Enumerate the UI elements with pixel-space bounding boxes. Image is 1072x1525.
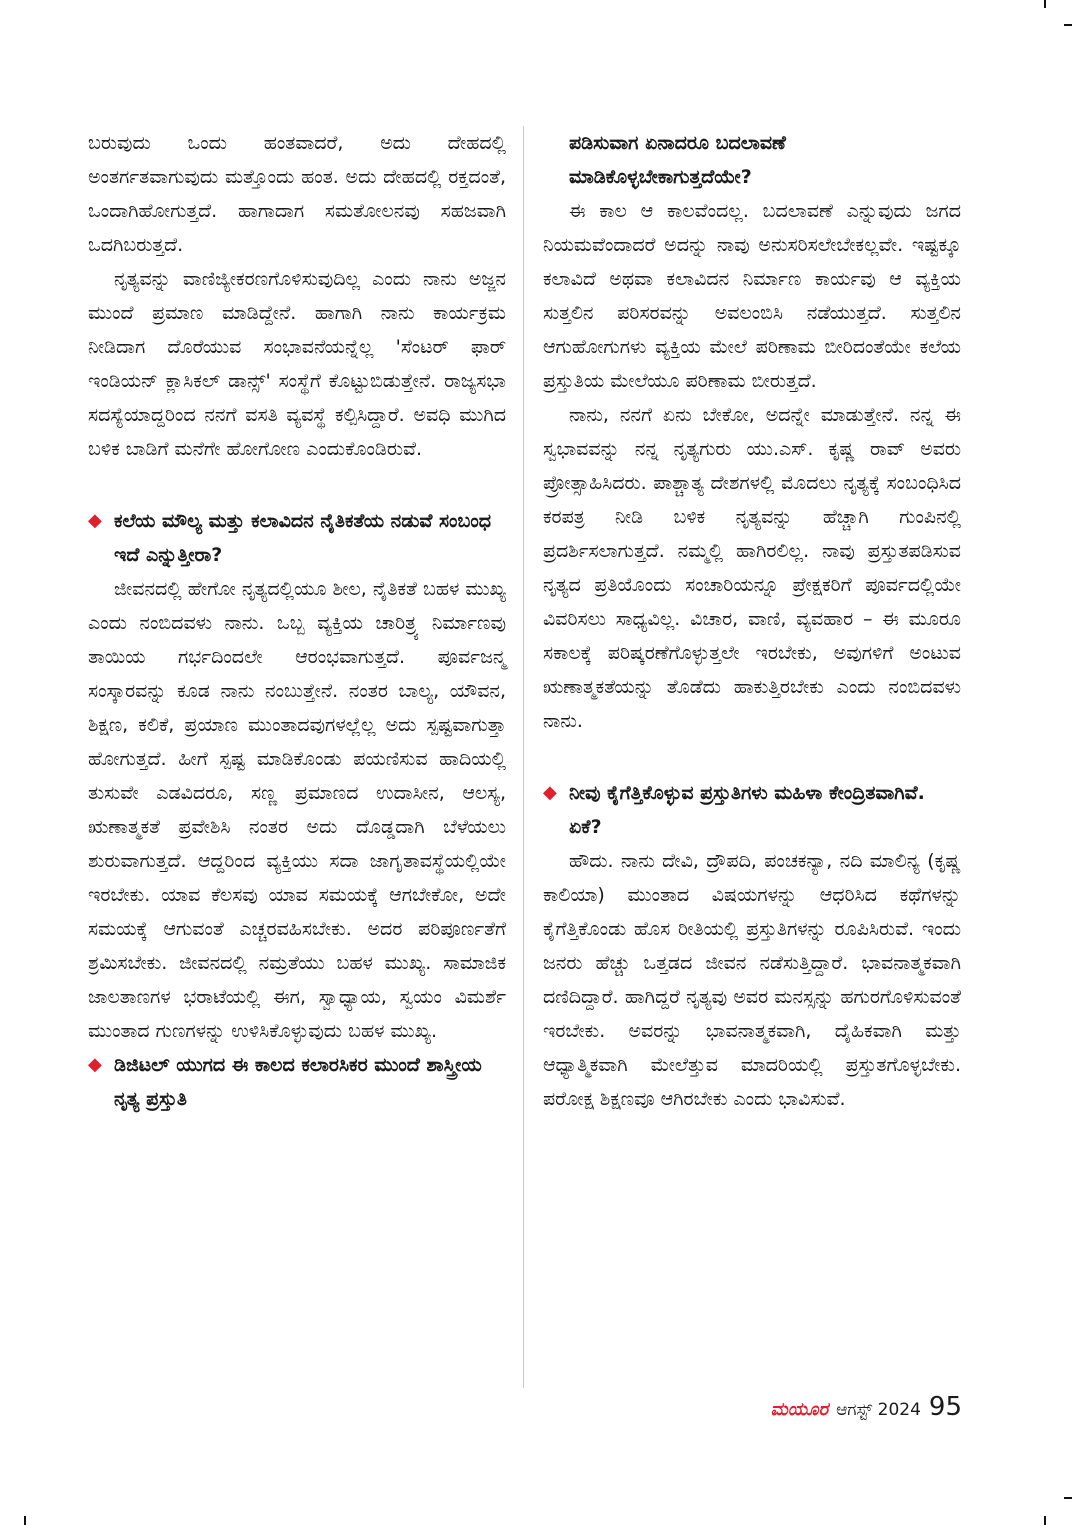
- diamond-bullet-icon: ◆: [88, 1054, 102, 1075]
- crop-mark: [1044, 0, 1046, 8]
- paragraph: ಬರುವುದು ಒಂದು ಹಂತವಾದರೆ, ಅದು ದೇಹದಲ್ಲಿ ಅಂತರ್ಗತವಾಗುವುದು ಮತ್ತೊಂದು ಹಂತ. ಅದು ದೇಹದಲ್ಲಿ ರಕ್ತದಂತೆ, ಒಂದಾಗಿಹೋಗುತ್ತದೆ. ಹಾಗಾದಾಗ ಸಮತೋಲನವು ಸಹಜವಾಗಿ ಒದಗಿಬರುತ್ತದೆ.: [88, 132, 506, 256]
- question-heading: [88, 1048, 506, 1116]
- issue-date: ಆಗಸ್ಟ್ 2024: [836, 1400, 921, 1420]
- paragraph: ಹೌದು. ನಾನು ದೇವಿ, ದ್ರೌಪದಿ, ಪಂಚಕನ್ಯಾ, ನದಿ ಮಾಲಿನ್ಯ (ಕೃಷ್ಣ ಕಾಲಿಯಾ) ಮುಂತಾದ ವಿಷಯಗಳನ್ನು ಆಧರಿಸಿದ ಕಥೆಗಳನ್ನು ಕೈಗೆತ್ತಿಕೊಂಡು ಹೊಸ ರೀತಿಯಲ್ಲಿ ಪ್ರಸ್ತುತಿಗಳನ್ನು ರೂಪಿಸಿರುವೆ. ಇಂದು ಜನರು ಹೆಚ್ಚು ಒತ್ತಡದ ಜೀವನ ನಡೆಸುತ್ತಿದ್ದಾರೆ. ಭಾವನಾತ್ಮಕವಾಗಿ ದಣಿದಿದ್ದಾರೆ. ಹಾಗಿದ್ದರೆ ನೃತ್ಯವು ಅವರ ಮನಸ್ಸನ್ನು ಹಗುರಗೊಳಿಸುವಂತೆ ಇರಬೇಕು. ಅವರನ್ನು ಭಾವನಾತ್ಮಕವಾಗಿ, ದೈಹಿಕವಾಗಿ ಮತ್ತು ಆಧ್ಯಾತ್ಮಿಕವಾಗಿ ಮೇಲೆತ್ತುವ ಮಾದರಿಯಲ್ಲಿ ಪ್ರಸ್ತುತಗೊಳ್ಳಬೇಕು. ಪರೋಕ್ಷ ಶಿಕ್ಷಣವೂ ಆಗಿರಬೇಕು ಎಂದು ಭಾವಿಸುವೆ.: [543, 850, 961, 1110]
- diamond-bullet-icon: ◆: [88, 510, 102, 531]
- page-number: 95: [928, 1392, 962, 1422]
- question-heading: [543, 776, 961, 844]
- crop-mark: [1064, 1497, 1072, 1499]
- question-text: ಪಡಿಸುವಾಗ ಏನಾದರೂ ಬದಲಾವಣೆ ಮಾಡಿಕೊಳ್ಳಬೇಕಾಗುತ್ತದೆಯೇ?: [569, 132, 786, 188]
- crop-mark: [24, 1516, 26, 1525]
- paragraph: ಈ ಕಾಲ ಆ ಕಾಲವೆಂದಲ್ಲ. ಬದಲಾವಣೆ ಎನ್ನುವುದು ಜಗದ ನಿಯಮವೆಂದಾದರೆ ಅದನ್ನು ನಾವು ಅನುಸರಿಸಲೇಬೇಕಲ್ಲವೇ. ಇಷ್ಟಕ್ಕೂ ಕಲಾವಿದೆ ಅಥವಾ ಕಲಾವಿದನ ನಿರ್ಮಾಣ ಕಾರ್ಯವು ಆ ವ್ಯಕ್ತಿಯ ಸುತ್ತಲಿನ ಪರಿಸರವನ್ನು ಅವಲಂಬಿಸಿ ನಡೆಯುತ್ತದೆ. ಸುತ್ತಲಿನ ಆಗುಹೋಗುಗಳು ವ್ಯಕ್ತಿಯ ಮೇಲೆ ಪರಿಣಾಮ ಬೀರಿದಂತೆಯೇ ಕಲೆಯ ಪ್ರಸ್ತುತಿಯ ಮೇಲೆಯೂ ಪರಿಣಾಮ ಬೀರುತ್ತದೆ.: [543, 200, 961, 392]
- question-heading-continued: [543, 126, 961, 194]
- right-column: [543, 126, 961, 1116]
- paragraph: ಜೀವನದಲ್ಲಿ ಹೇಗೋ ನೃತ್ಯದಲ್ಲಿಯೂ ಶೀಲ, ನೈತಿಕತೆ ಬಹಳ ಮುಖ್ಯ ಎಂದು ನಂಬಿದವಳು ನಾನು. ಒಬ್ಬ ವ್ಯಕ್ತಿಯ ಚಾರಿತ್ರ್ಯ ನಿರ್ಮಾಣವು ತಾಯಿಯ ಗರ್ಭದಿಂದಲೇ ಆರಂಭವಾಗುತ್ತದೆ. ಪೂರ್ವಜನ್ಮ ಸಂಸ್ಕಾರವನ್ನು ಕೂಡ ನಾನು ನಂಬುತ್ತೇನೆ. ನಂತರ ಬಾಲ್ಯ, ಯೌವನ, ಶಿಕ್ಷಣ, ಕಲಿಕೆ, ಪ್ರಯಾಣ ಮುಂತಾದವುಗಳಲ್ಲೆಲ್ಲ ಅದು ಸ್ಪಷ್ಟವಾಗುತ್ತಾ ಹೋಗುತ್ತದೆ. ಹೀಗೆ ಸ್ಪಷ್ಟ ಮಾಡಿಕೊಂಡು ಪಯಣಿಸುವ ಹಾದಿಯಲ್ಲಿ ತುಸುವೇ ಎಡವಿದರೂ, ಸಣ್ಣ ಪ್ರಮಾಣದ ಉದಾಸೀನ, ಆಲಸ್ಯ, ಋಣಾತ್ಮಕತೆ ಪ್ರವೇಶಿಸಿ ನಂತರ ಅದು ದೊಡ್ಡದಾಗಿ ಬೆಳೆಯಲು ಶುರುವಾಗುತ್ತದೆ. ಆದ್ದರಿಂದ ವ್ಯಕ್ತಿಯು ಸದಾ ಜಾಗೃತಾವಸ್ಥೆಯಲ್ಲಿಯೇ ಇರಬೇಕು. ಯಾವ ಕೆಲಸವು ಯಾವ ಸಮಯಕ್ಕೆ ಆಗಬೇಕೋ, ಅದೇ ಸಮಯಕ್ಕೆ ಆಗುವಂತೆ ಎಚ್ಚರವಹಿಸಬೇಕು. ಅದರ ಪರಿಪೂರ್ಣತೆಗೆ ಶ್ರಮಿಸಬೇಕು. ಜೀವನದಲ್ಲಿ ನಮ್ರತೆಯು ಬಹಳ ಮುಖ್ಯ. ಸಾಮಾಜಿಕ ಜಾಲತಾಣಗಳ ಭರಾಟೆಯಲ್ಲಿ ಈಗ, ಸ್ವಾಧ್ಯಾಯ, ಸ್ವಯಂ ವಿಮರ್ಶೆ ಮುಂತಾದ ಗುಣಗಳನ್ನು ಉಳಿಸಿಕೊಳ್ಳುವುದು ಬಹಳ ಮುಖ್ಯ.: [88, 578, 506, 1042]
- paragraph: ನಾನು, ನನಗೆ ಏನು ಬೇಕೋ, ಅದನ್ನೇ ಮಾಡುತ್ತೇನೆ. ನನ್ನ ಈ ಸ್ವಭಾವವನ್ನು ನನ್ನ ನೃತ್ಯಗುರು ಯು.ಎಸ್. ಕೃಷ್ಣ ರಾವ್ ಅವರು ಪ್ರೋತ್ಸಾಹಿಸಿದರು. ಪಾಶ್ಚಾತ್ಯ ದೇಶಗಳಲ್ಲಿ ಮೊದಲು ನೃತ್ಯಕ್ಕೆ ಸಂಬಂಧಿಸಿದ ಕರಪತ್ರ ನೀಡಿ ಬಳಿಕ ನೃತ್ಯವನ್ನು ಹೆಚ್ಚಾಗಿ ಗುಂಪಿನಲ್ಲಿ ಪ್ರದರ್ಶಿಸಲಾಗುತ್ತದೆ. ನಮ್ಮಲ್ಲಿ ಹಾಗಿರಲಿಲ್ಲ. ನಾವು ಪ್ರಸ್ತುತಪಡಿಸುವ ನೃತ್ಯದ ಪ್ರತಿಯೊಂದು ಸಂಚಾರಿಯನ್ನೂ ಪ್ರೇಕ್ಷಕರಿಗೆ ಪೂರ್ವದಲ್ಲಿಯೇ ವಿವರಿಸಲು ಸಾಧ್ಯವಿಲ್ಲ. ವಿಚಾರ, ವಾಣಿ, ವ್ಯವಹಾರ – ಈ ಮೂರೂ ಸಕಾಲಕ್ಕೆ ಪರಿಷ್ಕರಣೆಗೊಳ್ಳುತ್ತಲೇ ಇರಬೇಕು, ಅವುಗಳಿಗೆ ಅಂಟುವ ಋಣಾತ್ಮಕತೆಯನ್ನು ತೊಡೆದು ಹಾಕುತ್ತಿರಬೇಕು ಎಂದು ನಂಬಿದವಳು ನಾನು.: [543, 404, 961, 732]
- question-text: ಕಲೆಯ ಮೌಲ್ಯ ಮತ್ತು ಕಲಾವಿದನ ನೈತಿಕತೆಯ ನಡುವೆ ಸಂಬಂಧ ಇದೆ ಎನ್ನುತ್ತೀರಾ?: [114, 510, 492, 566]
- column-divider: [523, 126, 524, 1388]
- crop-mark: [1064, 24, 1072, 26]
- paragraph: ನೃತ್ಯವನ್ನು ವಾಣಿಜ್ಯೀಕರಣಗೊಳಿಸುವುದಿಲ್ಲ ಎಂದು ನಾನು ಅಜ್ಜನ ಮುಂದೆ ಪ್ರಮಾಣ ಮಾಡಿದ್ದೇನೆ. ಹಾಗಾಗಿ ನಾನು ಕಾರ್ಯಕ್ರಮ ನೀಡಿದಾಗ ದೊರೆಯುವ ಸಂಭಾವನೆಯನ್ನೆಲ್ಲ 'ಸೆಂಟರ್ ಫಾರ್ ಇಂಡಿಯನ್ ಕ್ಲಾಸಿಕಲ್ ಡಾನ್ಸ್' ಸಂಸ್ಥೆಗೆ ಕೊಟ್ಟುಬಿಡುತ್ತೇನೆ. ರಾಜ್ಯಸಭಾ ಸದಸ್ಯೆಯಾದ್ದರಿಂದ ನನಗೆ ವಸತಿ ವ್ಯವಸ್ಥೆ ಕಲ್ಪಿಸಿದ್ದಾರೆ. ಅವಧಿ ಮುಗಿದ ಬಳಿಕ ಬಾಡಿಗೆ ಮನೆಗೇ ಹೋಗೋಣ ಎಂದುಕೊಂಡಿರುವೆ.: [88, 268, 506, 460]
- question-text: ನೀವು ಕೈಗೆತ್ತಿಕೊಳ್ಳುವ ಪ್ರಸ್ತುತಿಗಳು ಮಹಿಳಾ ಕೇಂದ್ರಿತವಾಗಿವೆ. ಏಕೆ?: [569, 782, 925, 838]
- diamond-bullet-icon: ◆: [543, 782, 557, 803]
- question-text: ಡಿಜಿಟಲ್ ಯುಗದ ಈ ಕಾಲದ ಕಲಾರಸಿಕರ ಮುಂದೆ ಶಾಸ್ತ್ರೀಯ ನೃತ್ಯ ಪ್ರಸ್ತುತಿ: [114, 1054, 482, 1110]
- magazine-logo: ಮಯೂರ: [770, 1399, 829, 1420]
- question-heading: [88, 504, 506, 572]
- crop-mark: [1044, 1516, 1046, 1525]
- page-footer: [771, 1392, 962, 1422]
- left-column: [88, 126, 506, 1116]
